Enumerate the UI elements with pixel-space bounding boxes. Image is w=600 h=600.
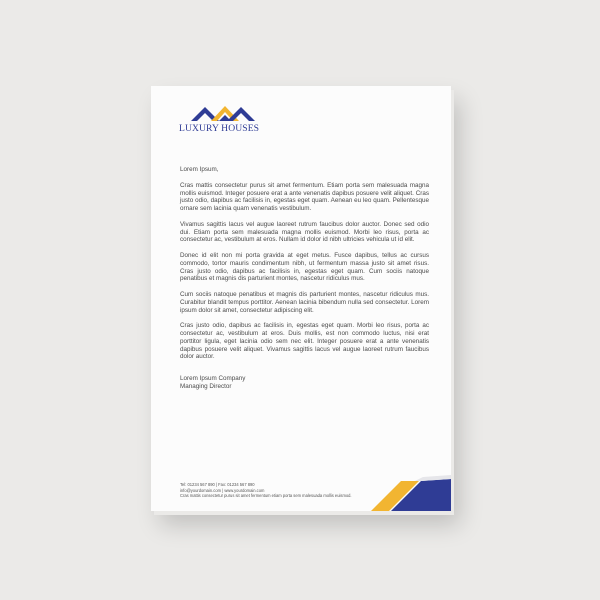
signature-block bbox=[180, 375, 429, 391]
letter-paragraph: Vivamus sagittis lacus vel augue laoreet rutrum faucibus dolor auctor. Donec sed odio dui. Etiam porta sem malesuada magna mollis euismod. Morbi leo risus, porta ac consectetur ac, vestibulum at eros. Nullam id dolor id nibh ultricies vehicula ut id elit. bbox=[180, 220, 429, 244]
letter-paragraph: Donec id elit non mi porta gravida at eget metus. Fusce dapibus, tellus ac cursus commodo, tortor mauris condimentum nibh, ut fermentum massa justo sit amet risus. Cras justo odio, dapibus ac facilisis in, egestas eget quam. Cum sociis natoque penatibus et magnis dis parturient montes, nascetur ridiculus mus. bbox=[180, 251, 429, 283]
letterhead-sheet bbox=[151, 86, 451, 511]
footer-contact: Tel: 01234 567 890 | Fax: 01234 567 890 bbox=[180, 482, 255, 487]
signature-title: Managing Director bbox=[180, 382, 232, 390]
letter-paragraph: Cras justo odio, dapibus ac facilisis in, egestas eget quam. Morbi leo risus, porta ac consectetur ac, vestibulum at eros. Duis mollis, est non commodo luctus, nisi erat porttitor ligula, eget lacinia odio sem nec elit. Integer posuere erat a ante venenatis dapibus posuere velit aliquet. Vivamus sagittis lacus vel augue laoreet rutrum faucibus dolor auctor. bbox=[180, 322, 429, 361]
corner-stripes-decoration bbox=[371, 475, 451, 511]
footer-tagline: Cras mattis consectetur purus sit amet fermentum etiam porta sem malesuada mollis euismod. bbox=[180, 493, 352, 499]
letter-greeting: Lorem Ipsum, bbox=[180, 166, 219, 173]
company-name: LUXURY HOUSES bbox=[179, 123, 260, 134]
signature-company: Lorem Ipsum Company bbox=[180, 375, 246, 383]
letter-paragraph: Cum sociis natoque penatibus et magnis dis parturient montes, nascetur ridiculus mus. Curabitur blandit tempus porttitor. Aenean lacinia bibendum nulla sed consectetur. Lorem ipsum dolor sit amet, consectetur adipiscing elit. bbox=[180, 290, 429, 314]
letter-body bbox=[180, 166, 429, 391]
footer-web: info@yourdomain.com | www.yourdomain.com bbox=[180, 487, 265, 493]
letter-paragraph: Cras mattis consectetur purus sit amet fermentum. Etiam porta sem malesuada magna mollis euismod. Integer posuere erat a ante venenatis dapibus posuere velit aliquet. Cras justo odio, dapibus ac facilisis in, egestas eget quam. Aenean eu leo quam. Pellentesque ornare sem lacinia quam venenatis vestibulum. bbox=[180, 181, 429, 213]
letterhead-footer bbox=[180, 482, 400, 499]
roofs-logo-icon bbox=[191, 103, 257, 123]
company-logo bbox=[179, 103, 269, 143]
